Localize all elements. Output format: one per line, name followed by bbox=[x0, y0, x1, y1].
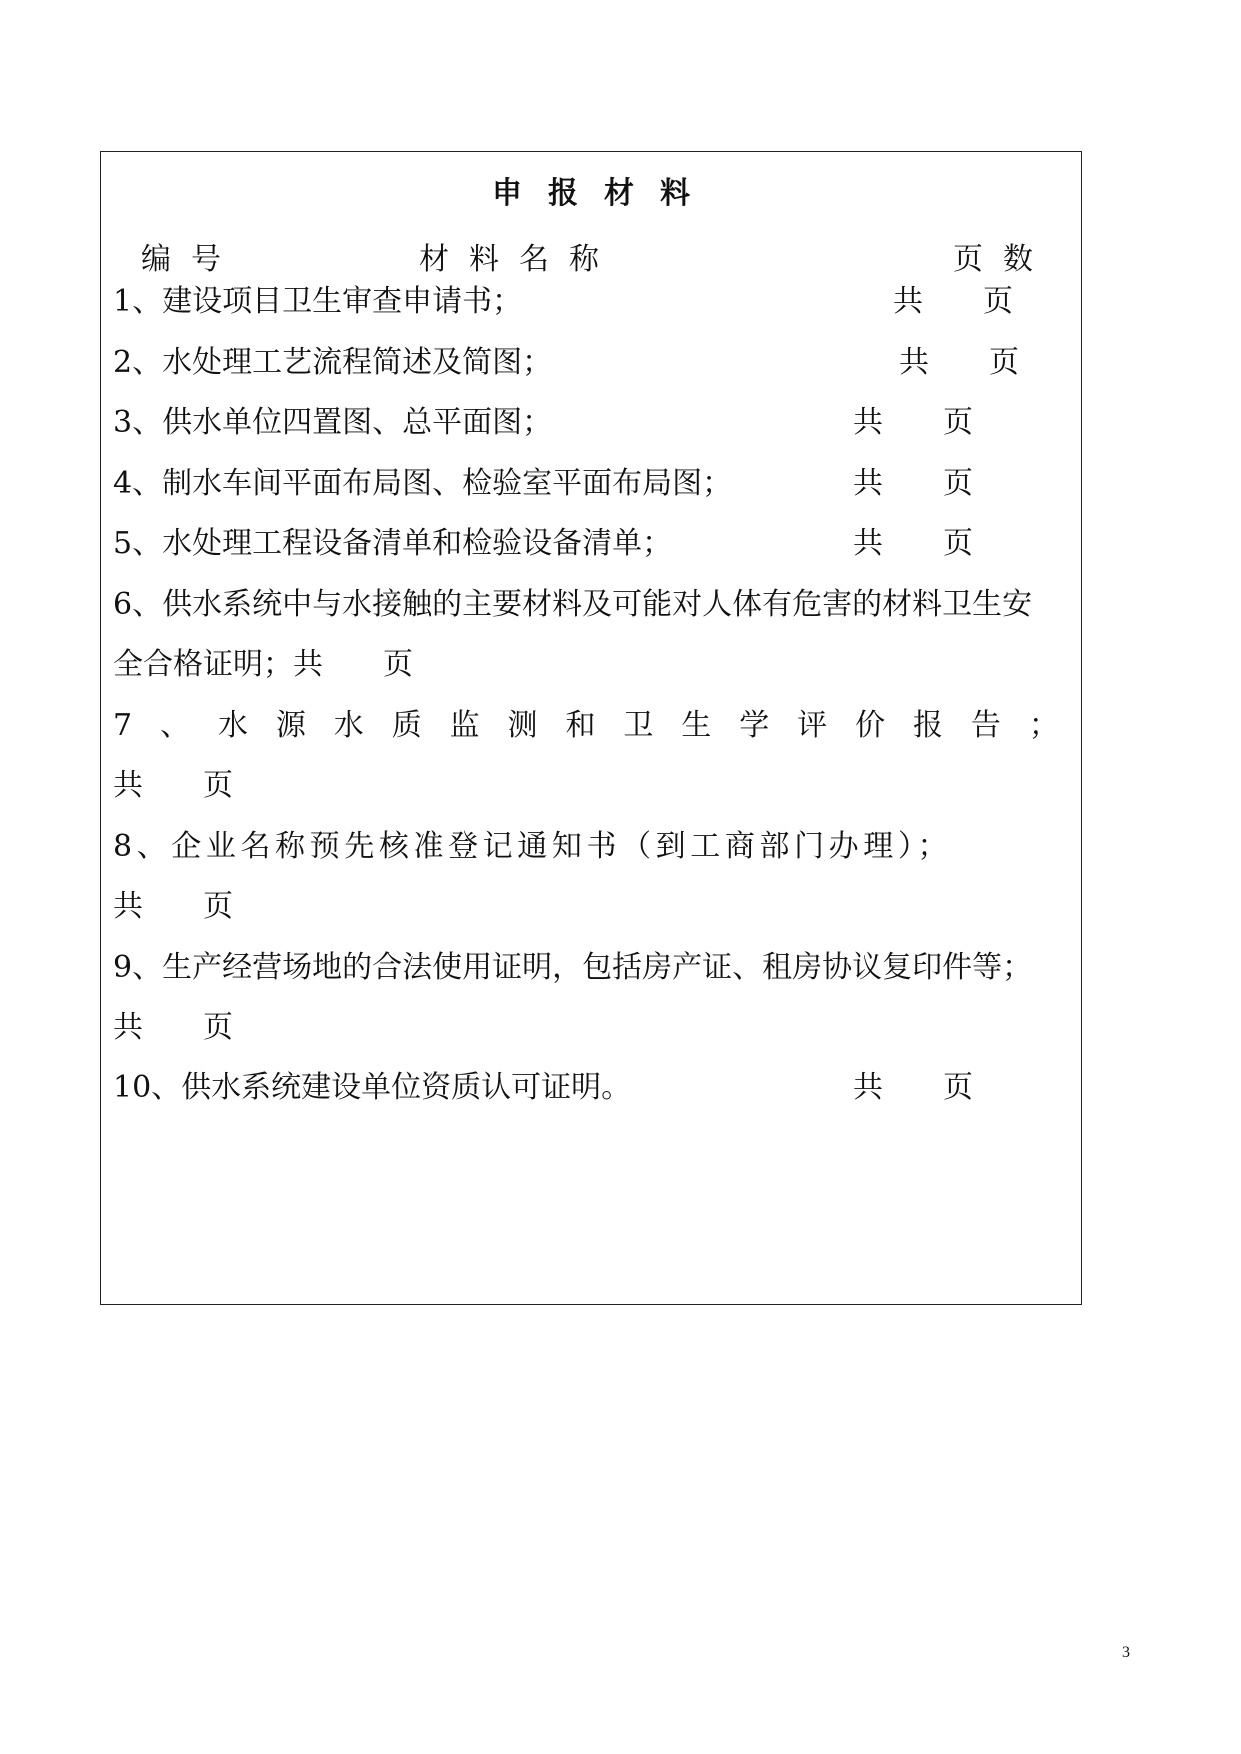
form-title: 申报材料 bbox=[492, 176, 716, 211]
list-item-text: 8、企业名称预先核准登记通知书（到工商部门办理）； bbox=[113, 829, 953, 864]
list-item-continuation: 共 页 bbox=[113, 768, 233, 803]
list-item-text: 7 、 水 源 水 质 监 测 和 卫 生 学 评 价 报 告 ； bbox=[113, 708, 1059, 743]
list-item-pages: 共 页 bbox=[853, 1070, 973, 1105]
header-number: 编号 bbox=[141, 242, 241, 277]
header-material-name: 材料名称 bbox=[419, 242, 619, 277]
list-item-pages: 共 页 bbox=[893, 284, 1013, 319]
list-item-text: 9、生产经营场地的合法使用证明，包括房产证、租房协议复印件等； bbox=[113, 950, 1033, 985]
list-item-text: 10、供水系统建设单位资质认可证明。 bbox=[113, 1070, 632, 1105]
list-item-pages: 共 页 bbox=[853, 526, 973, 561]
list-item-text: 4、制水车间平面布局图、检验室平面布局图； bbox=[113, 466, 733, 501]
header-page-count: 页数 bbox=[953, 242, 1053, 277]
list-item-text: 2、水处理工艺流程简述及简图； bbox=[113, 345, 553, 380]
list-item-pages: 共 页 bbox=[899, 345, 1019, 380]
list-item-continuation: 全合格证明；共 页 bbox=[113, 647, 413, 682]
list-item-pages: 共 页 bbox=[853, 466, 973, 501]
application-materials-form bbox=[100, 151, 1082, 1305]
page-number: 3 bbox=[1122, 1644, 1130, 1661]
list-item-text: 3、供水单位四置图、总平面图； bbox=[113, 405, 553, 440]
list-item-continuation: 共 页 bbox=[113, 1010, 233, 1045]
list-item-pages: 共 页 bbox=[853, 405, 973, 440]
list-item-text: 1、建设项目卫生审查申请书； bbox=[113, 284, 523, 319]
list-item-text: 6、供水系统中与水接触的主要材料及可能对人体有危害的材料卫生安 bbox=[113, 587, 1033, 622]
list-item-text: 5、水处理工程设备清单和检验设备清单； bbox=[113, 526, 673, 561]
list-item-continuation: 共 页 bbox=[113, 889, 233, 924]
